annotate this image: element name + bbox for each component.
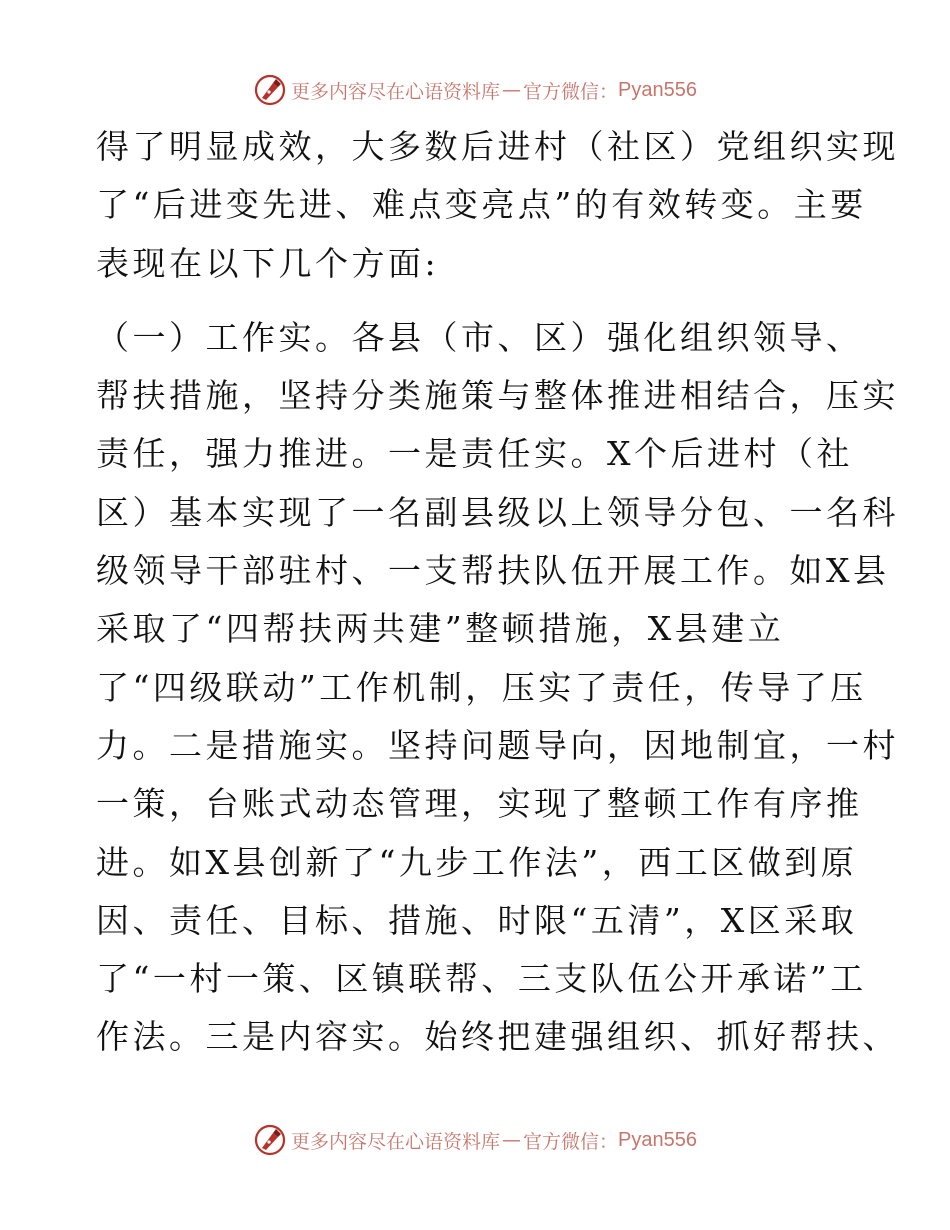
text-line: 了“一村一策、区镇联帮、三支队伍公开承诺”工: [96, 959, 867, 999]
text-line: 表现在以下几个方面:: [96, 243, 440, 283]
paragraph-section-one: [96, 309, 899, 1067]
text-line: 进。如X县创新了“九步工作法”，西工区做到原: [96, 842, 858, 882]
text-line: 作法。三是内容实。始终把建强组织、抓好帮扶、: [96, 1017, 899, 1057]
document-body: [96, 118, 899, 1067]
paragraph-continued: [96, 118, 899, 293]
text-line: 区）基本实现了一名副县级以上领导分包、一名科: [96, 492, 899, 532]
text-line: 一策，台账式动态管理，实现了整顿工作有序推: [96, 784, 863, 824]
pen-nib-logo-icon: [253, 1123, 287, 1157]
text-line: 帮扶措施，坚持分类施策与整体推进相结合，压实: [96, 376, 899, 416]
watermark-wechat-id: Pyan556: [618, 1128, 697, 1151]
watermark-wechat-label: 官方微信：: [523, 1130, 619, 1153]
watermark-wechat-id: Pyan556: [618, 78, 697, 101]
text-line: 责任，强力推进。一是责任实。X个后进村（社: [96, 434, 853, 474]
header-watermark: [0, 70, 950, 110]
footer-watermark: [0, 1120, 950, 1160]
text-line: 力。二是措施实。坚持问题导向，因地制宜，一村: [96, 725, 899, 765]
text-line: 得了明显成效，大多数后进村（社区）党组织实现: [96, 127, 899, 166]
pen-nib-logo-icon: [253, 73, 287, 107]
watermark-dash: —: [502, 79, 522, 101]
text-line: 级领导干部驻村、一支帮扶队伍开展工作。如X县: [96, 551, 890, 591]
watermark-text: 更多内容尽在心语资料库: [291, 80, 501, 103]
watermark-dash: —: [502, 1129, 522, 1151]
text-line: 了“四级联动”工作机制，压实了责任，传导了压: [96, 667, 867, 707]
watermark-text: 更多内容尽在心语资料库: [291, 1130, 501, 1153]
text-line: 因、责任、目标、措施、时限“五清”，X区采取: [96, 900, 858, 940]
watermark-wechat-label: 官方微信：: [523, 80, 619, 103]
text-line: 采取了“四帮扶两共建”整顿措施，X县建立: [96, 609, 785, 649]
text-line: 了“后进变先进、难点变亮点”的有效转变。主要: [96, 185, 867, 225]
text-line: （一）工作实。各县（市、区）强化组织领导、: [96, 317, 863, 357]
